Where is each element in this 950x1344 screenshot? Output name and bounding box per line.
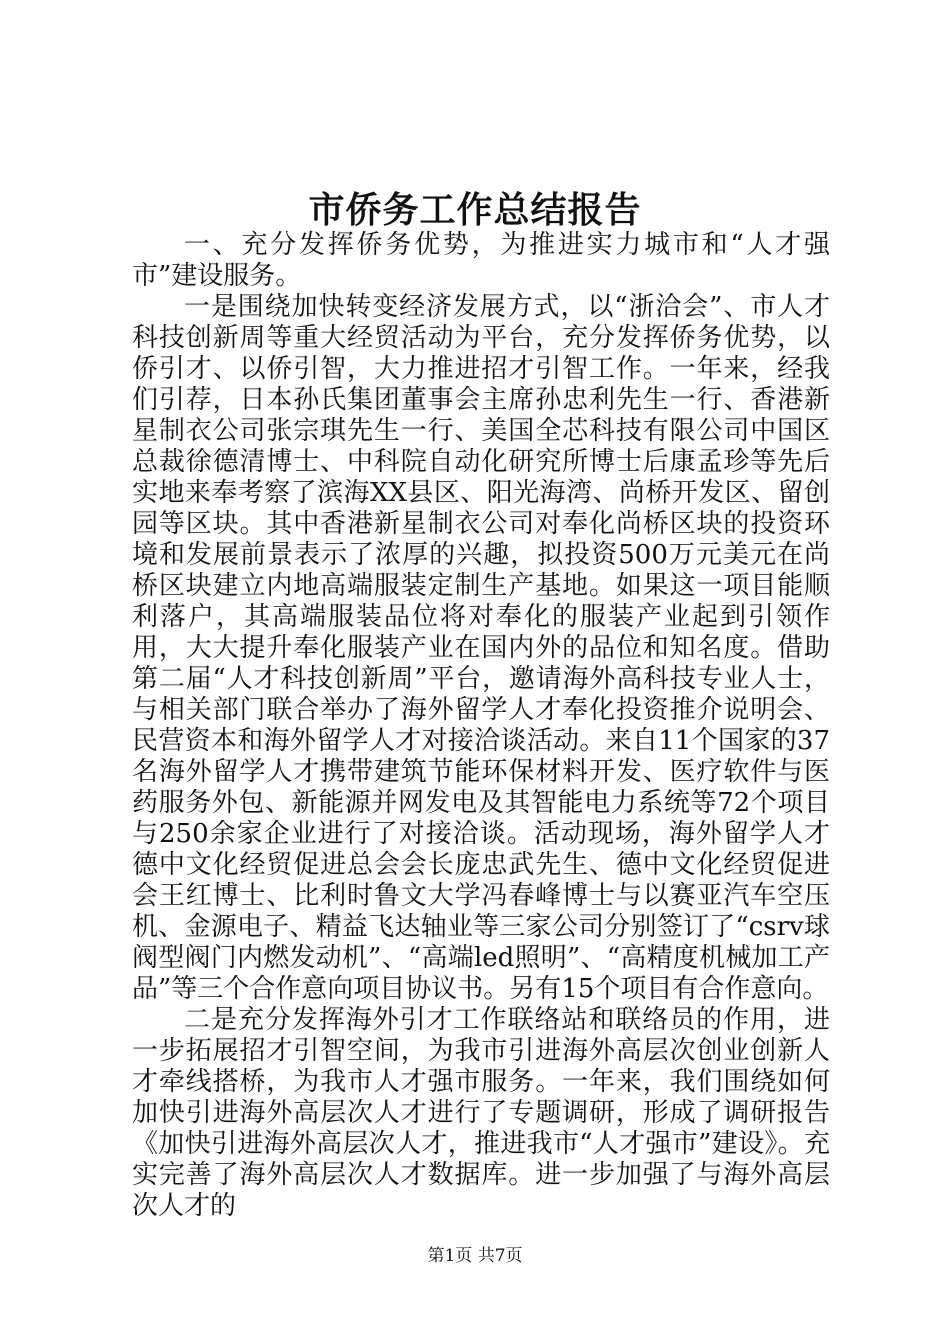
page-footer: 第1页 共7页 xyxy=(427,1246,523,1266)
paragraph-3: 二是充分发挥海外引才工作联络站和联络员的作用，进一步拓展招才引智空间，为我市引进海外高层次创业创新人才牵线搭桥，为我市人才强市服务。一年来，我们围绕如何加快引进海外高层次人才进行了专题调研，形成了调研报告《加快引进海外高层次人才，推进我市“人才强市”建设》。充实完善了海外高层次人才数据库。进一步加强了与海外高层次人才的 xyxy=(132,1005,830,1221)
document-title: 市侨务工作总结报告 xyxy=(308,189,642,231)
document-body xyxy=(132,230,830,1222)
paragraph-2: 一是围绕加快转变经济发展方式，以“浙洽会”、市人才科技创新周等重大经贸活动为平台，充分发挥侨务优势，以侨引才、以侨引智，大力推进招才引智工作。一年来，经我们引荐，日本孙氏集团董事会主席孙忠利先生一行、香港新星制衣公司张宗琪先生一行、美国全芯科技有限公司中国区总裁徐德清博士、中科院自动化研究所博士后康孟珍等先后实地来奉考察了滨海XX县区、阳光海湾、尚桥开发区、留创园等区块。其中香港新星制衣公司对奉化尚桥区块的投资环境和发展前景表示了浓厚的兴趣，拟投资500万元美元在尚桥区块建立内地高端服装定制生产基地。如果这一项目能顺利落户，其高端服装品位将对奉化的服装产业起到引领作用，大大提升奉化服装产业在国内外的品位和知名度。借助第二届“人才科技创新周”平台，邀请海外高科技专业人士，与相关部门联合举办了海外留学人才奉化投资推介说明会、民营资本和海外留学人才对接洽谈活动。来自11个国家的37名海外留学人才携带建筑节能环保材料开发、医疗软件与医药服务外包、新能源并网发电及其智能电力系统等72个项目与250余家企业进行了对接洽谈。活动现场，海外留学人才德中文化经贸促进总会会长庞忠武先生、德中文化经贸促进会王红博士、比利时鲁文大学冯春峰博士与以赛亚汽车空压机、金源电子、精益飞达轴业等三家公司分别签订了“csrv球阀型阀门内燃发动机”、“高端led照明”、“高精度机械加工产品”等三个合作意向项目协议书。另有15个项目有合作意向。 xyxy=(132,292,830,1004)
paragraph-1: 一、充分发挥侨务优势，为推进实力城市和“人才强市”建设服务。 xyxy=(132,230,830,291)
